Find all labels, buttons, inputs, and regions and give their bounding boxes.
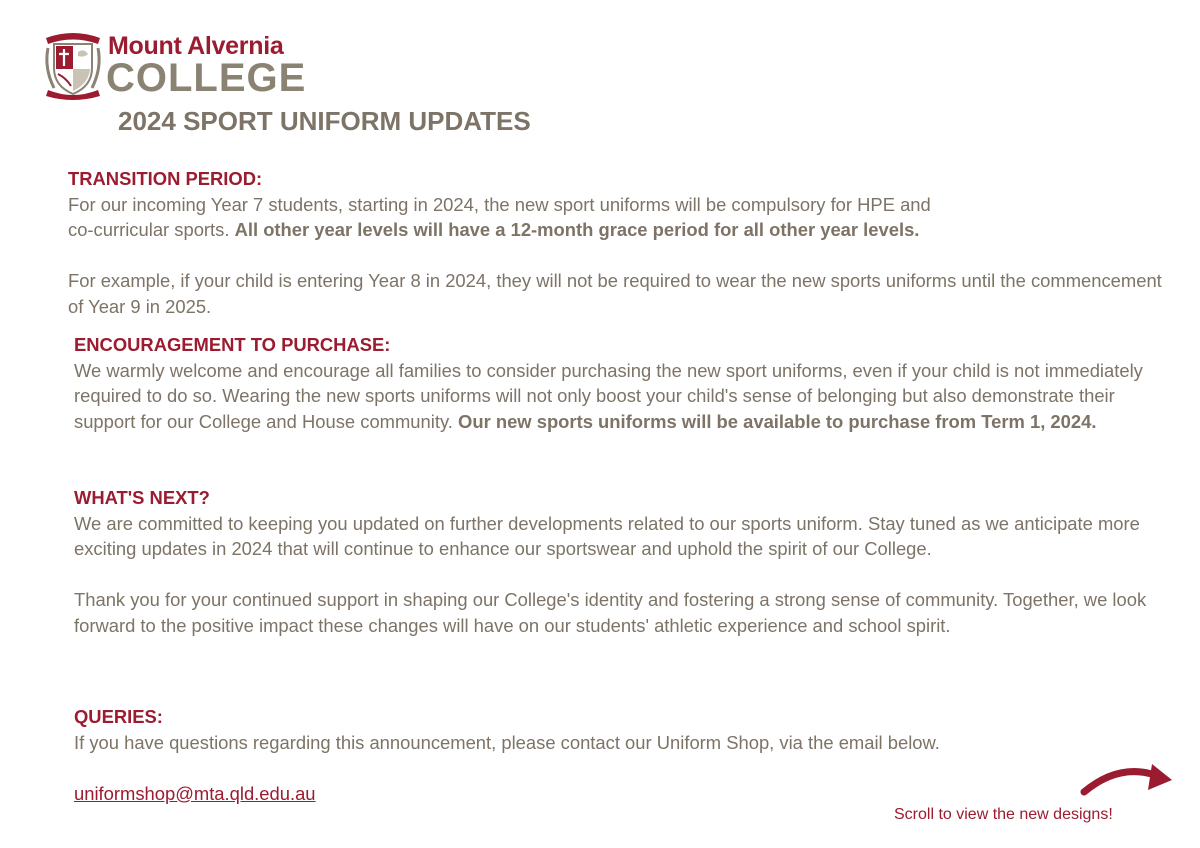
transition-section <box>68 166 1168 320</box>
page-title: 2024 SPORT UNIFORM UPDATES <box>118 106 531 136</box>
next-body: We are committed to keeping you updated on further developments related to our sports uniform. Stay tuned as we anticipate more exciting updates in 2024 that will continue to enhance our sportswear and uphold the spirit of our College. <box>74 512 1140 560</box>
crest-icon <box>42 28 104 100</box>
encouragement-section <box>74 332 1174 434</box>
encouragement-body <box>74 358 1174 435</box>
transition-line2-text: co-curricular sports. <box>68 219 230 241</box>
encouragement-heading: ENCOURAGEMENT TO PURCHASE: <box>74 334 391 355</box>
next-heading: WHAT'S NEXT? <box>74 487 210 508</box>
transition-line2 <box>68 217 1168 243</box>
email-link[interactable]: uniformshop@mta.qld.edu.au <box>74 782 316 804</box>
queries-body: If you have questions regarding this announcement, please contact our Uniform Shop, via the email below. <box>74 731 940 753</box>
scroll-hint: Scroll to view the new designs! <box>894 806 1113 823</box>
transition-line1: For our incoming Year 7 students, starting in 2024, the new sport uniforms will be compulsory for HPE and <box>68 193 931 215</box>
college-name-top: Mount Alvernia <box>108 32 284 60</box>
curved-arrow-icon <box>1080 762 1174 798</box>
college-name-bottom: COLLEGE <box>106 56 307 100</box>
encouragement-bold: Our new sports uniforms will be available to purchase from Term 1, 2024. <box>458 410 1097 432</box>
encouragement-text: We warmly welcome and encourage all families to consider purchasing the new sport uniforms, even if your child is not immediately required to do so. Wearing the new sports uniforms will not only boost your child's sense of belonging but also demonstrate their support for our College and House community. <box>74 359 1143 432</box>
next-thanks: Thank you for your continued support in shaping our College's identity and fostering a strong sense of community. Together, we look forward to the positive impact these changes will have on our students' athletic experience and school spirit. <box>74 589 1147 636</box>
next-section <box>74 485 1174 639</box>
transition-line2-bold: All other year levels will have a 12-month grace period for all other year levels. <box>234 219 920 241</box>
transition-heading: TRANSITION PERIOD: <box>68 168 263 189</box>
email-line <box>74 781 1174 807</box>
queries-heading: QUERIES: <box>74 706 163 727</box>
queries-section <box>74 704 1174 806</box>
college-logo <box>42 28 312 102</box>
transition-example: For example, if your child is entering Year 8 in 2024, they will not be required to wear the new sports uniforms until the commencement of Year 9 in 2025. <box>68 270 1162 317</box>
